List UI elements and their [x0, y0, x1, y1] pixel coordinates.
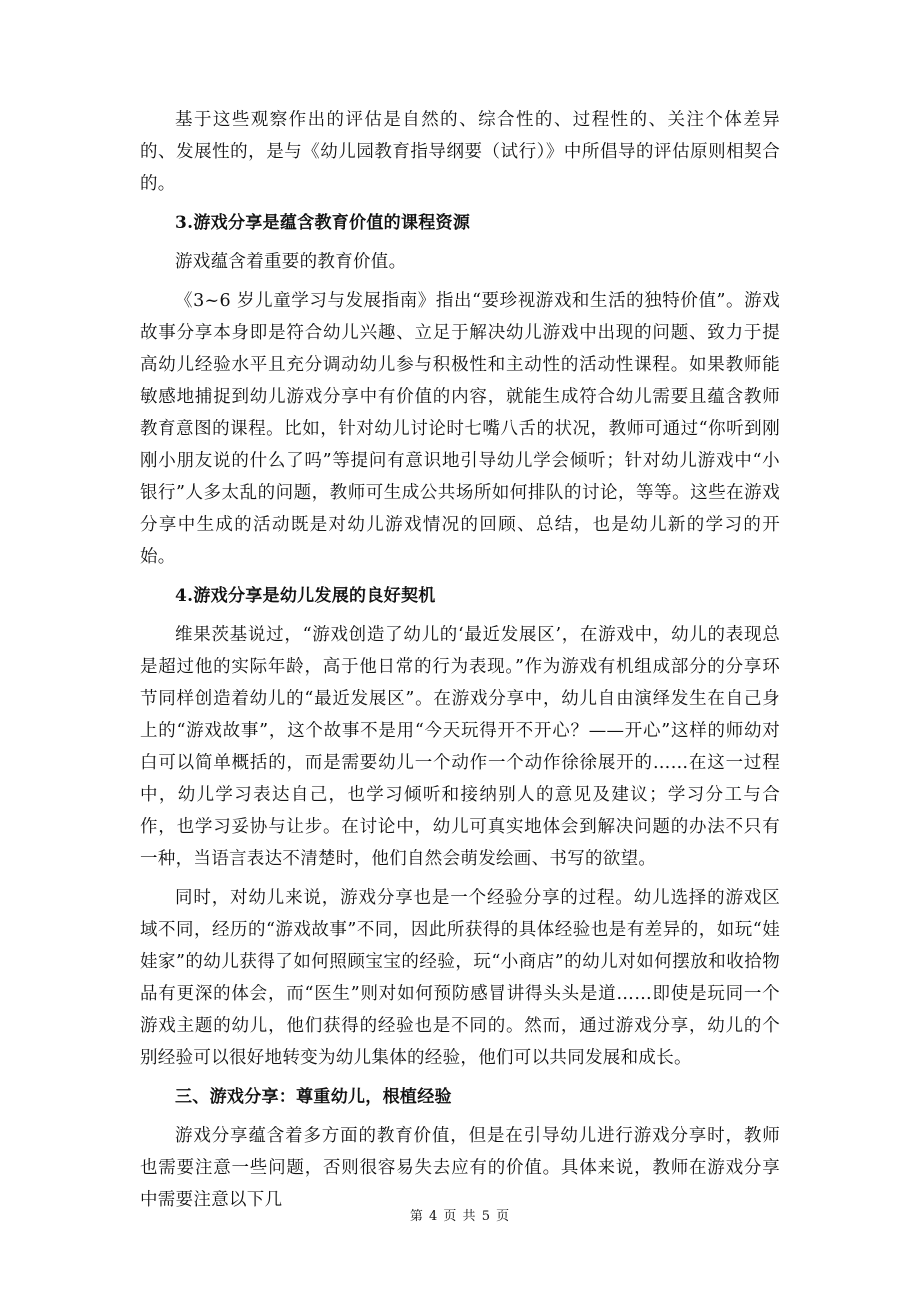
section-heading: 3.游戏分享是蕴含教育价值的课程资源 [175, 213, 471, 233]
section-heading: 三、游戏分享：尊重幼儿，根植经验 [175, 1087, 452, 1107]
paragraph: 游戏蕴含着重要的教育价值。 [175, 252, 407, 272]
paragraph: 游戏分享蕴含着多方面的教育价值，但是在引导幼儿进行游戏分享时，教师也需要注意一些问题，否则很容易失去应有的价值。具体来说，教师在游戏分享中需要注意以下几 [140, 1126, 780, 1210]
paragraph: 《3~6 岁儿童学习与发展指南》指出“要珍视游戏和生活的独特价值”。游戏故事分享本身即是符合幼儿兴趣、立足于解决幼儿游戏中出现的问题、致力于提高幼儿经验水平且充分调动幼儿参与积极性和主动性的活动性课程。如果教师能敏感地捕捉到幼儿游戏分享中有价值的内容，就能生成符合幼儿需要且蕴含教师教育意图的课程。比如，针对幼儿讨论时七嘴八舌的状况，教师可通过“你听到刚刚小朋友说的什么了吗”等提问有意识地引导幼儿学会倾听；针对幼儿游戏中“小银行”人多太乱的问题，教师可生成公共场所如何排队的讨论，等等。这些在游戏分享中生成的活动既是对幼儿游戏情况的回顾、总结，也是幼儿新的学习的开始。 [140, 291, 780, 567]
paragraph: 维果茨基说过，“游戏创造了幼儿的‘最近发展区’，在游戏中，幼儿的表现总是超过他的实际年龄，高于他日常的行为表现。”作为游戏有机组成部分的分享环节同样创造着幼儿的“最近发展区”。在游戏分享中，幼儿自由演绎发生在自己身上的“游戏故事”，这个故事不是用“今天玩得开不开心？——开心”这样的师幼对白可以简单概括的，而是需要幼儿一个动作一个动作徐徐展开的……在这一过程中，幼儿学习表达自己，也学习倾听和接纳别人的意见及建议；学习分工与合作，也学习妥协与让步。在讨论中，幼儿可真实地体会到解决问题的办法不只有一种，当语言表达不清楚时，他们自然会萌发绘画、书写的欲望。 [140, 625, 780, 869]
document-body [140, 104, 780, 1223]
paragraph: 同时，对幼儿来说，游戏分享也是一个经验分享的过程。幼儿选择的游戏区域不同，经历的“游戏故事”不同，因此所获得的具体经验也是有差异的，如玩“娃娃家”的幼儿获得了如何照顾宝宝的经验，玩“小商店”的幼儿对如何摆放和收拾物品有更深的体会，而“医生”则对如何预防感冒讲得头头是道……即使是玩同一个游戏主题的幼儿，他们获得的经验也是不同的。然而，通过游戏分享，幼儿的个别经验可以很好地转变为幼儿集体的经验，他们可以共同发展和成长。 [140, 888, 780, 1068]
page-number-footer: 第 4 页 共 5 页 [409, 1209, 511, 1224]
paragraph: 基于这些观察作出的评估是自然的、综合性的、过程性的、关注个体差异的、发展性的，是与《幼儿园教育指导纲要（试行）》中所倡导的评估原则相契合的。 [140, 110, 780, 194]
section-heading: 4.游戏分享是幼儿发展的良好契机 [175, 586, 436, 606]
